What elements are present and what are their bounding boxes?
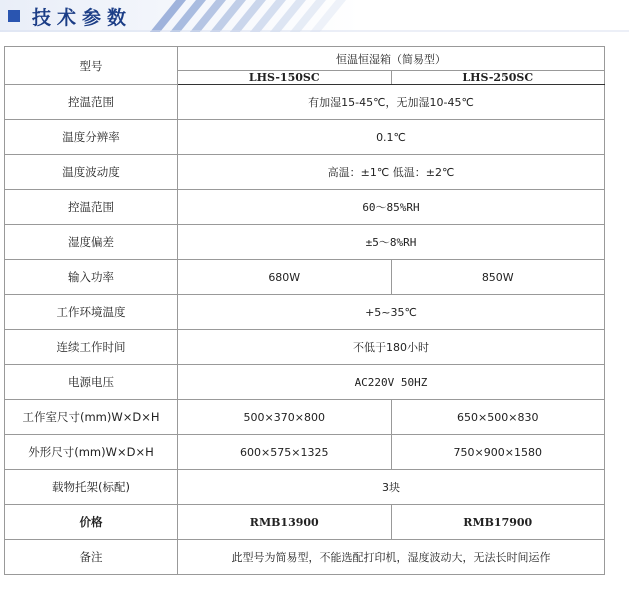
row-value: 有加湿15-45℃，无加湿10-45℃: [178, 85, 605, 120]
row-value: 3块: [178, 470, 605, 505]
row-label: 工作室尺寸(mm)W×D×H: [5, 400, 178, 435]
row-label: 输入功率: [5, 260, 178, 295]
price-value: RMB17900: [391, 505, 605, 540]
spec-table: [4, 46, 605, 575]
row-label: 工作环境温度: [5, 295, 178, 330]
row-label: 连续工作时间: [5, 330, 178, 365]
section-header: [0, 0, 629, 32]
row-label: 电源电压: [5, 365, 178, 400]
product-type: 恒温恒湿箱（简易型）: [178, 47, 605, 71]
row-value: 此型号为简易型，不能选配打印机，湿度波动大，无法长时间运作: [178, 540, 605, 575]
row-value: 0.1℃: [178, 120, 605, 155]
row-value: 750×900×1580: [391, 435, 605, 470]
row-value: AC220V 50HZ: [178, 365, 605, 400]
row-label: 备注: [5, 540, 178, 575]
row-value: 高温：±1℃ 低温：±2℃: [178, 155, 605, 190]
section-title: 技术参数: [32, 7, 133, 29]
row-label: 控温范围: [5, 190, 178, 225]
row-label: 外形尺寸(mm)W×D×H: [5, 435, 178, 470]
row-label: 控温范围: [5, 85, 178, 120]
model-label: 型号: [5, 47, 178, 85]
row-value: 680W: [178, 260, 392, 295]
row-label: 湿度偏差: [5, 225, 178, 260]
row-value: 不低于180小时: [178, 330, 605, 365]
row-value: 850W: [391, 260, 605, 295]
row-label: 温度波动度: [5, 155, 178, 190]
row-value: +5~35℃: [178, 295, 605, 330]
row-label: 载物托架(标配): [5, 470, 178, 505]
header-square-icon: [8, 10, 20, 22]
row-value: 60～85%RH: [178, 190, 605, 225]
row-value: 600×575×1325: [178, 435, 392, 470]
row-value: ±5～8%RH: [178, 225, 605, 260]
row-value: 500×370×800: [178, 400, 392, 435]
price-label: 价格: [5, 505, 178, 540]
model-name: LHS-150SC: [178, 71, 392, 85]
price-value: RMB13900: [178, 505, 392, 540]
model-name: LHS-250SC: [391, 71, 605, 85]
row-label: 温度分辨率: [5, 120, 178, 155]
row-value: 650×500×830: [391, 400, 605, 435]
